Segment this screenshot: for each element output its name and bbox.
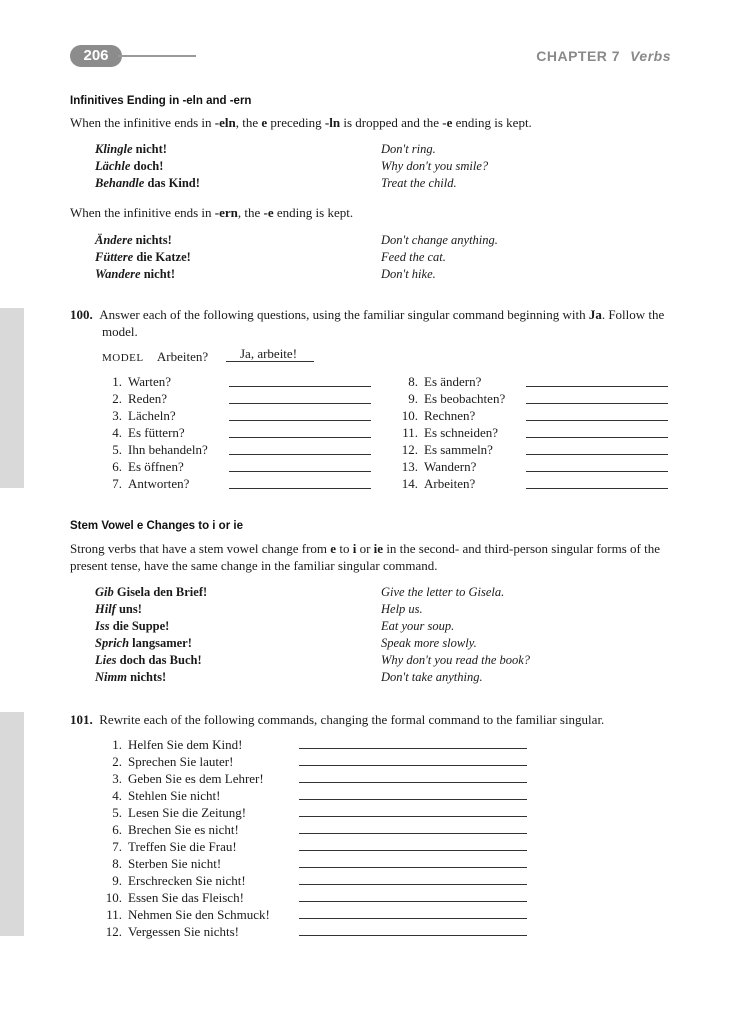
example-rest: doch das Buch! xyxy=(116,653,202,667)
exercise-100-instruction: 100. Answer each of the following questions, using the familiar singular command beginning with Ja. Follow the model. xyxy=(70,307,665,339)
item-number: 11. xyxy=(106,907,122,922)
example-rest: langsamer! xyxy=(129,636,192,650)
exercise-item xyxy=(102,821,239,838)
example-german xyxy=(95,249,191,266)
example-english: Don't take anything. xyxy=(381,670,483,684)
exercise-item xyxy=(102,872,246,889)
exercise-item xyxy=(102,736,242,753)
item-text: Es schneiden? xyxy=(424,425,499,440)
exercise-item xyxy=(398,441,493,458)
item-number: 4. xyxy=(112,788,122,803)
example-english: Don't hike. xyxy=(381,267,436,281)
exercise-item xyxy=(398,458,476,475)
example-verb: Füttere xyxy=(95,250,134,264)
example-verb: Gib xyxy=(95,585,114,599)
item-number: 11. xyxy=(402,425,418,440)
example-german xyxy=(95,158,163,175)
answer-blank[interactable] xyxy=(299,901,527,902)
example-english: Treat the child. xyxy=(381,176,457,190)
model-label: MODEL xyxy=(102,352,144,364)
item-number: 2. xyxy=(112,391,122,406)
example-german xyxy=(95,635,192,652)
item-text: Reden? xyxy=(128,391,167,406)
item-text: Brechen Sie es nicht! xyxy=(128,822,239,837)
example-german xyxy=(95,669,166,686)
answer-blank[interactable] xyxy=(526,488,668,489)
exercise-item xyxy=(102,458,184,475)
answer-blank[interactable] xyxy=(299,884,527,885)
item-text: Lesen Sie die Zeitung! xyxy=(128,805,247,820)
example-rest: die Katze! xyxy=(133,250,191,264)
section1-intro: When the infinitive ends in -eln, the e preceding -ln is dropped and the -e ending is kept. xyxy=(70,115,532,130)
answer-blank[interactable] xyxy=(229,420,371,421)
exercise-item xyxy=(102,390,167,407)
example-verb: Sprich xyxy=(95,636,130,650)
exercise-item xyxy=(102,424,185,441)
running-head xyxy=(536,48,671,64)
header-rule xyxy=(118,55,196,57)
answer-blank[interactable] xyxy=(299,765,527,766)
example-rest: doch! xyxy=(130,159,164,173)
exercise-item xyxy=(102,441,208,458)
exercise-item xyxy=(398,407,475,424)
item-text: Es öffnen? xyxy=(128,459,184,474)
exercise-item xyxy=(102,475,189,492)
answer-blank[interactable] xyxy=(299,918,527,919)
example-english: Why don't you read the book? xyxy=(381,653,531,667)
example-english: Give the letter to Gisela. xyxy=(381,585,505,599)
item-text: Lächeln? xyxy=(128,408,176,423)
answer-blank[interactable] xyxy=(229,454,371,455)
example-verb: Behandle xyxy=(95,176,145,190)
item-text: Treffen Sie die Frau! xyxy=(128,839,237,854)
exercise-item xyxy=(102,906,270,923)
item-text: Es ändern? xyxy=(424,374,482,389)
item-text: Nehmen Sie den Schmuck! xyxy=(128,907,270,922)
item-text: Arbeiten? xyxy=(424,476,476,491)
item-number: 5. xyxy=(112,442,122,457)
item-number: 1. xyxy=(112,737,122,752)
item-text: Rechnen? xyxy=(424,408,476,423)
example-english: Don't change anything. xyxy=(381,233,498,247)
answer-blank[interactable] xyxy=(299,782,527,783)
chapter-title: Verbs xyxy=(630,48,671,64)
example-verb: Klingle xyxy=(95,142,133,156)
item-number: 6. xyxy=(112,822,122,837)
answer-blank[interactable] xyxy=(299,935,527,936)
item-number: 9. xyxy=(112,873,122,888)
example-english: Help us. xyxy=(381,602,423,616)
example-german xyxy=(95,584,207,601)
item-text: Vergessen Sie nichts! xyxy=(128,924,239,939)
example-english: Feed the cat. xyxy=(381,250,446,264)
exercise-item xyxy=(102,373,171,390)
item-text: Geben Sie es dem Lehrer! xyxy=(128,771,264,786)
side-tab-top xyxy=(0,308,24,488)
item-number: 8. xyxy=(408,374,418,389)
example-rest: nichts! xyxy=(126,670,167,684)
item-text: Wandern? xyxy=(424,459,477,474)
item-text: Es füttern? xyxy=(128,425,185,440)
answer-blank[interactable] xyxy=(229,488,371,489)
example-verb: Nimm xyxy=(95,670,127,684)
answer-blank[interactable] xyxy=(229,386,371,387)
exercise-item xyxy=(102,855,221,872)
item-number: 14. xyxy=(401,476,418,491)
answer-blank[interactable] xyxy=(526,420,668,421)
item-number: 10. xyxy=(105,890,122,905)
answer-blank[interactable] xyxy=(299,799,527,800)
answer-blank[interactable] xyxy=(526,454,668,455)
page-number: 206 xyxy=(70,45,122,67)
section-heading-eln-ern: Infinitives Ending in -eln and -ern xyxy=(70,95,252,107)
model-row xyxy=(102,348,208,367)
item-text: Es beobachten? xyxy=(424,391,506,406)
example-verb: Hilf xyxy=(95,602,116,616)
answer-blank[interactable] xyxy=(229,437,371,438)
exercise-item xyxy=(398,390,505,407)
exercise-item xyxy=(398,373,481,390)
exercise-item xyxy=(102,889,244,906)
example-english: Don't ring. xyxy=(381,142,436,156)
item-number: 4. xyxy=(112,425,122,440)
example-english: Speak more slowly. xyxy=(381,636,477,650)
item-text: Antworten? xyxy=(128,476,190,491)
example-rest: nicht! xyxy=(140,267,175,281)
example-verb: Iss xyxy=(95,619,110,633)
exercise-item xyxy=(102,787,220,804)
side-tab-bottom xyxy=(0,712,24,936)
example-rest: Gisela den Brief! xyxy=(113,585,208,599)
example-verb: Ändere xyxy=(95,233,133,247)
example-english: Eat your soup. xyxy=(381,619,455,633)
answer-blank[interactable] xyxy=(299,850,527,851)
example-english: Why don't you smile? xyxy=(381,159,489,173)
item-number: 3. xyxy=(112,408,122,423)
answer-blank[interactable] xyxy=(526,403,668,404)
example-german xyxy=(95,141,167,158)
answer-blank[interactable] xyxy=(526,471,668,472)
item-number: 13. xyxy=(401,459,418,474)
answer-blank[interactable] xyxy=(299,833,527,834)
exercise-101-instruction: 101. Rewrite each of the following commands, changing the formal command to the familiar singular. xyxy=(70,712,605,727)
example-rest: nichts! xyxy=(132,233,172,247)
answer-blank[interactable] xyxy=(526,437,668,438)
example-rest: nicht! xyxy=(132,142,167,156)
item-text: Essen Sie das Fleisch! xyxy=(128,890,244,905)
answer-blank[interactable] xyxy=(229,403,371,404)
section2-intro: Strong verbs that have a stem vowel change from e to i or ie in the second- and third-person singular forms of the present tense, have the same change in the familiar singular command. xyxy=(70,541,660,573)
model-answer-line xyxy=(226,361,314,362)
item-number: 3. xyxy=(112,771,122,786)
example-rest: das Kind! xyxy=(144,176,200,190)
item-number: 7. xyxy=(112,839,122,854)
item-number: 5. xyxy=(112,805,122,820)
exercise-item xyxy=(102,804,246,821)
exercise-item xyxy=(102,838,237,855)
exercise-item xyxy=(398,424,498,441)
example-german xyxy=(95,266,175,283)
item-number: 1. xyxy=(112,374,122,389)
item-text: Es sammeln? xyxy=(424,442,493,457)
item-number: 7. xyxy=(112,476,122,491)
example-german xyxy=(95,652,202,669)
item-text: Erschrecken Sie nicht! xyxy=(128,873,246,888)
answer-blank[interactable] xyxy=(299,816,527,817)
item-text: Sterben Sie nicht! xyxy=(128,856,222,871)
item-number: 9. xyxy=(408,391,418,406)
section1-intro2: When the infinitive ends in -ern, the -e ending is kept. xyxy=(70,205,354,220)
example-german xyxy=(95,232,172,249)
answer-blank[interactable] xyxy=(526,386,668,387)
answer-blank[interactable] xyxy=(229,471,371,472)
item-text: Stehlen Sie nicht! xyxy=(128,788,221,803)
item-number: 6. xyxy=(112,459,122,474)
model-prompt: Arbeiten? xyxy=(156,349,209,364)
item-number: 12. xyxy=(105,924,122,939)
example-rest: die Suppe! xyxy=(109,619,170,633)
answer-blank[interactable] xyxy=(299,867,527,868)
item-text: Helfen Sie dem Kind! xyxy=(128,737,243,752)
answer-blank[interactable] xyxy=(299,748,527,749)
item-text: Sprechen Sie lauter! xyxy=(128,754,234,769)
item-number: 10. xyxy=(401,408,418,423)
item-text: Ihn behandeln? xyxy=(128,442,208,457)
model-answer: Ja, arbeite! xyxy=(240,346,298,361)
example-german xyxy=(95,618,169,635)
example-verb: Lächle xyxy=(95,159,131,173)
item-number: 2. xyxy=(112,754,122,769)
section-heading-stem-vowel: Stem Vowel e Changes to i or ie xyxy=(70,520,243,532)
exercise-item xyxy=(102,923,239,940)
example-verb: Lies xyxy=(95,653,117,667)
example-rest: uns! xyxy=(115,602,142,616)
item-text: Warten? xyxy=(128,374,171,389)
exercise-item xyxy=(102,753,233,770)
chapter-label: CHAPTER 7 xyxy=(536,48,621,64)
exercise-item xyxy=(102,407,176,424)
item-number: 12. xyxy=(401,442,418,457)
exercise-item xyxy=(398,475,475,492)
item-number: 8. xyxy=(112,856,122,871)
example-german xyxy=(95,175,200,192)
example-verb: Wandere xyxy=(95,267,141,281)
exercise-item xyxy=(102,770,264,787)
example-german xyxy=(95,601,142,618)
